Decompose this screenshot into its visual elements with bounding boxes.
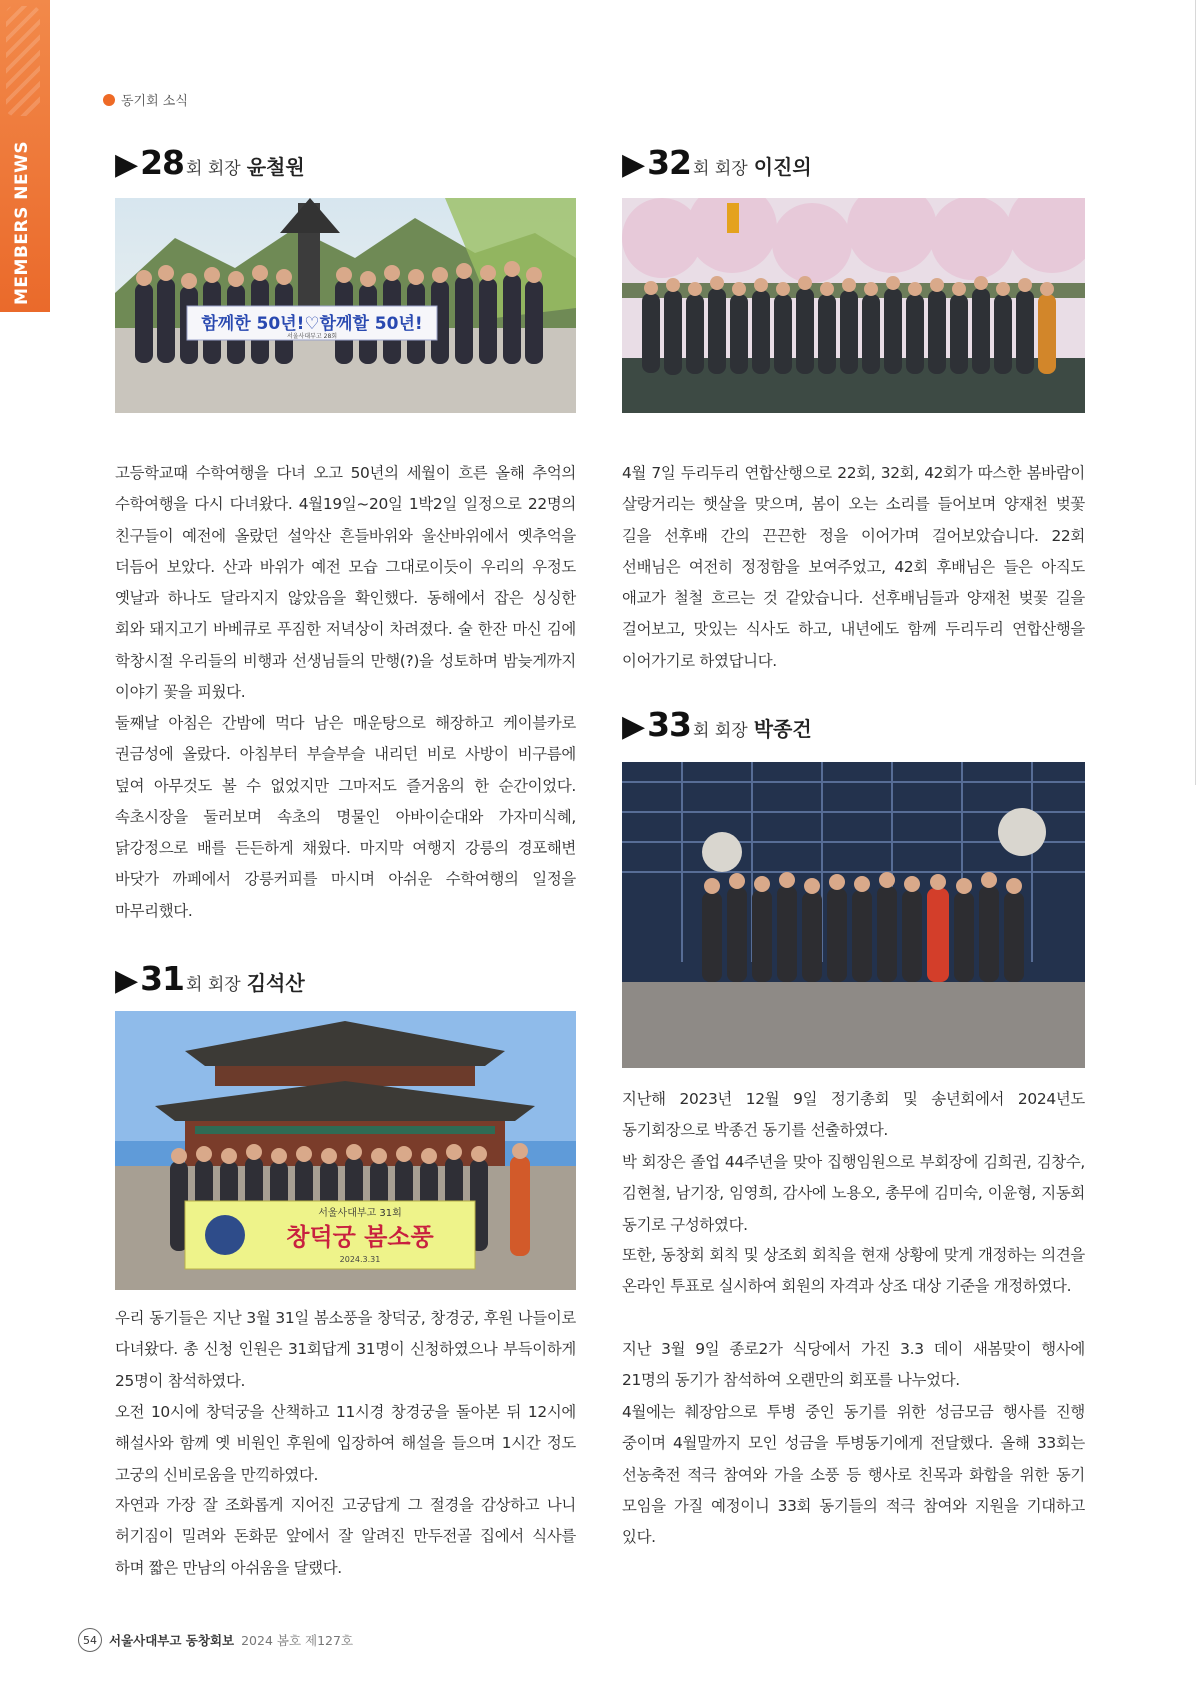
article-32-photo [622, 198, 1085, 413]
section-label [103, 90, 188, 109]
banner-date-31: 2024.3.31 [339, 1255, 381, 1264]
role-label: 회 회장 [693, 721, 748, 741]
role-label: 회 회장 [693, 159, 748, 179]
publication-name: 서울사대부고 동창회보 [109, 1633, 235, 1648]
article-33-para-1: 지난해 2023년 12월 9일 정기총회 및 송년회에서 2024년도 동기회장으로 박종건 동기를 선출하였다. [622, 1090, 1085, 1140]
triangle-icon: ▶ [115, 147, 139, 182]
triangle-icon: ▶ [622, 147, 646, 182]
banner-text-31: 창덕궁 봄소풍 [286, 1223, 434, 1251]
article-31-para-1: 우리 동기들은 지난 3월 31일 봄소풍을 창덕궁, 창경궁, 후원 나들이로 다녀왔다. 총 신청 인원은 31회답게 31명이 신청하였으나 부득이하게 25명이 참석하였다. [115, 1309, 576, 1390]
president-name: 이진의 [753, 155, 812, 179]
class-number: 28 [140, 143, 185, 182]
article-31-para-3: 자연과 가장 잘 조화롭게 지어진 고궁답게 그 절경을 감상하고 나니 허기짐이 밀려와 돈화문 앞에서 잘 알려진 만두전골 집에서 식사를 하며 짧은 만남의 아쉬움을 달랬다. [115, 1496, 576, 1577]
group-photo-28 [115, 198, 576, 413]
article-28-photo [115, 198, 576, 413]
page-footer [78, 1628, 353, 1652]
article-33-photo [622, 762, 1085, 1068]
article-33-para-3: 또한, 동창회 회칙 및 상조회 회칙을 현재 상황에 맞게 개정하는 의견을 온라인 투표로 실시하여 회원의 자격과 상조 대상 기준을 개정하였다. [622, 1246, 1085, 1296]
article-28-para-2: 둘째날 아침은 간밤에 먹다 남은 매운탕으로 해장하고 케이블카로 권금성에 올랐다. 아침부터 부슬부슬 내리던 비로 사방이 비구름에 덮여 아무것도 볼 수 없었지만 그마저도 즐거움의 한 순간이었다. 속초시장을 둘러보며 속초의 명물인 아바이순대와 가자미식혜, 닭강정으로 배를 든든하게 채웠다. 마지막 여행지 강릉의 경포해변 바닷가 까페에서 강릉커피를 마시며 아쉬운 수학여행의 일정을 마무리했다. [115, 714, 576, 920]
members-news-label: MEMBERS NEWS [12, 140, 32, 305]
article-31-heading [115, 959, 305, 998]
article-33-para-5: 4월에는 췌장암으로 투병 중인 동기를 위한 성금모금 행사를 진행 중이며 4월말까지 모인 성금을 투병동기에게 전달했다. 올해 33회는 선농축전 적극 참여와 가을 소풍 등 행사로 친목과 화합을 위한 동기 모임을 가질 예정이니 33회 동기들의 적극 참여와 지원을 기대하고 있다. [622, 1403, 1085, 1547]
page-edge-line [1195, 0, 1196, 785]
president-name: 김석산 [246, 971, 305, 995]
section-label-text: 동기회 소식 [121, 94, 188, 109]
article-33-para-4: 지난 3월 9일 종로2가 식당에서 가진 3.3 데이 새봄맞이 행사에 21명의 동기가 참석하여 오랜만의 회포를 나누었다. [622, 1340, 1085, 1390]
members-news-tab [0, 0, 50, 312]
article-28-para-1: 고등학교때 수학여행을 다녀 오고 50년의 세월이 흐른 올해 추억의 수학여행을 다시 다녀왔다. 4월19일~20일 1박2일 일정으로 22명의 친구들이 예전에 올랐던 설악산 흔들바위와 울산바위에서 옛추억을 더듬어 보았다. 산과 바위가 예전 모습 그대로이듯이 우리의 우정도 옛날과 하나도 달라지지 않았음을 확인했다. 동해에서 잡은 싱싱한 회와 돼지고기 바베큐로 푸짐한 저녁상이 차려졌다. 술 한잔 마신 김에 학창시절 우리들의 비행과 선생님들의 만행(?)을 성토하며 밤늦게까지 이야기 꽃을 피웠다. [115, 464, 576, 702]
article-33-para-2: 박 회장은 졸업 44주년을 맞아 집행임원으로 부회장에 김희권, 김창수, 김현철, 남기장, 임영희, 감사에 노용오, 총무에 김미숙, 이윤형, 지동회 동기로 구성하였다. [622, 1153, 1085, 1234]
article-31-photo [115, 1011, 576, 1290]
role-label: 회 회장 [186, 159, 241, 179]
banner-top-31: 서울사대부고 31회 [318, 1208, 402, 1219]
group-photo-31 [115, 1011, 576, 1290]
article-32-para-1: 4월 7일 두리두리 연합산행으로 22회, 32회, 42회가 따스한 봄바람이 살랑거리는 햇살을 맞으며, 봄이 오는 소리를 들어보며 양재천 벚꽃 길을 선후배 간의 끈끈한 정을 이어가며 걸어보았습니다. 22회 선배님은 여전히 정정함을 보여주었고, 42회 후배님은 들은 아직도 애교가 철철 흐르는 것 같았습니다. 선후배님들과 양재천 벚꽃 길을 걸어보고, 맛있는 식사도 하고, 내년에도 함께 두리두리 연합산행을 이어가기로 하였답니다. [622, 464, 1085, 670]
triangle-icon: ▶ [115, 963, 139, 998]
banner-text-28: 함께한 50년!♡함께할 50년! [201, 314, 423, 334]
class-number: 32 [647, 143, 692, 182]
triangle-icon: ▶ [622, 709, 646, 744]
banner-sub-28: 서울사대부고 28회 [286, 333, 338, 340]
president-name: 윤철원 [246, 155, 305, 179]
president-name: 박종건 [753, 717, 812, 741]
article-31-para-2: 오전 10시에 창덕궁을 산책하고 11시경 창경궁을 돌아본 뒤 12시에 해설사와 함께 옛 비원인 후원에 입장하여 해설을 들으며 1시간 정도 고궁의 신비로움을 만끽하였다. [115, 1403, 576, 1484]
group-photo-33 [622, 762, 1085, 1068]
class-number: 33 [647, 705, 692, 744]
article-33-heading [622, 705, 812, 744]
article-28-heading [115, 143, 305, 182]
role-label: 회 회장 [186, 975, 241, 995]
page-number: 54 [78, 1628, 102, 1652]
group-photo-32 [622, 198, 1085, 413]
article-32-heading [622, 143, 812, 182]
class-number: 31 [140, 959, 185, 998]
issue-label: 2024 봄호 제127호 [241, 1633, 354, 1648]
bullet-dot-icon [103, 94, 115, 106]
